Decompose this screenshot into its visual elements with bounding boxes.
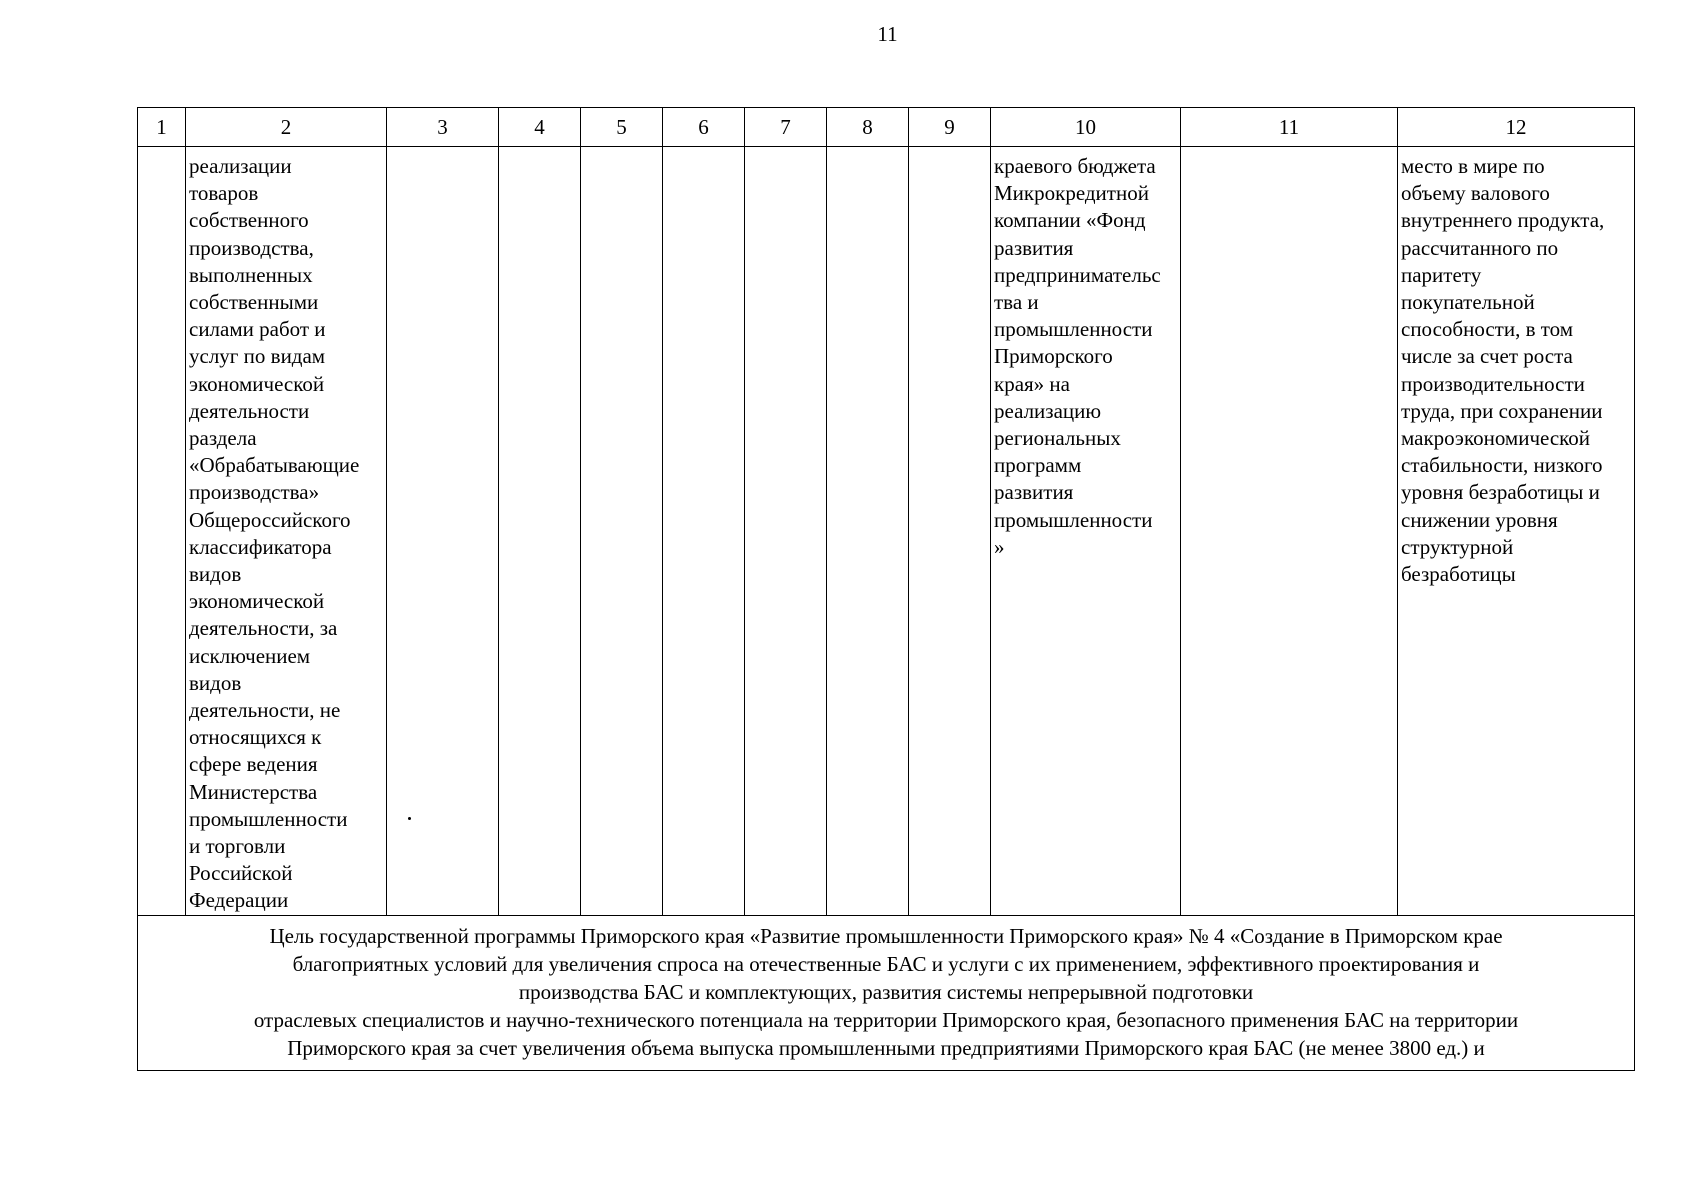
indicator-description: реализации товаров собственного производства, выполненных собственными силами работ и услуг по видам экономической деятельности раздела «Обрабатывающие производства» Общероссийского классификатора видов экономической деятельности, за исключением видов деятельности, не относящихся к сфере ведения Министерства промышленности и торговли Российской Федерации bbox=[189, 154, 360, 913]
scan-speck bbox=[408, 817, 411, 820]
column-header-1: 1 bbox=[138, 108, 186, 147]
cell-col-5 bbox=[581, 147, 663, 916]
cell-col-1 bbox=[138, 147, 186, 916]
cell-col-2 bbox=[186, 147, 387, 916]
column-header-2: 2 bbox=[186, 108, 387, 147]
cell-col-10 bbox=[991, 147, 1181, 916]
table-row bbox=[138, 147, 1635, 916]
goal-row bbox=[138, 915, 1635, 1070]
column-header-4: 4 bbox=[499, 108, 581, 147]
column-header-12: 12 bbox=[1398, 108, 1635, 147]
cell-col-4 bbox=[499, 147, 581, 916]
program-table bbox=[137, 107, 1635, 1071]
program-goal-text bbox=[138, 916, 1634, 1062]
goal-line: Приморского края за счет увеличения объема выпуска промышленными предприятиями Приморского края БАС (не менее 3800 ед.) и bbox=[287, 1035, 1485, 1060]
page-number: 11 bbox=[877, 22, 898, 46]
cell-col-3 bbox=[387, 147, 499, 916]
column-header-7: 7 bbox=[745, 108, 827, 147]
header-row bbox=[138, 108, 1635, 147]
column-header-11: 11 bbox=[1181, 108, 1398, 147]
cell-col-12 bbox=[1398, 147, 1635, 916]
cell-col-7 bbox=[745, 147, 827, 916]
cell-col-6 bbox=[663, 147, 745, 916]
funding-source-text: краевого бюджета Микрокредитной компании «Фонд развития предпринимательс тва и промышленности Приморского края» на реализацию региональных программ развития промышленности » bbox=[994, 154, 1161, 559]
column-header-10: 10 bbox=[991, 108, 1181, 147]
column-header-6: 6 bbox=[663, 108, 745, 147]
cell-col-11 bbox=[1181, 147, 1398, 916]
column-header-8: 8 bbox=[827, 108, 909, 147]
column-header-5: 5 bbox=[581, 108, 663, 147]
goal-line: производства БАС и комплектующих, развития системы непрерывной подготовки bbox=[518, 979, 1254, 1004]
goal-cell bbox=[138, 915, 1635, 1070]
cell-col-8 bbox=[827, 147, 909, 916]
goal-line: Цель государственной программы Приморского края «Развитие промышленности Приморского края» № 4 «Создание в Приморском крае bbox=[269, 923, 1503, 948]
goal-link-text: место в мире по объему валового внутреннего продукта, рассчитанного по паритету покупательной способности, в том числе за счет роста производительности труда, при сохранении макроэкономической стабильности, низкого уровня безработицы и снижении уровня структурной безработицы bbox=[1401, 154, 1605, 587]
goal-line: благоприятных условий для увеличения спроса на отечественные БАС и услуги с их применением, эффективного проектирования и bbox=[292, 951, 1480, 976]
column-header-3: 3 bbox=[387, 108, 499, 147]
column-header-9: 9 bbox=[909, 108, 991, 147]
cell-col-9 bbox=[909, 147, 991, 916]
goal-line: отраслевых специалистов и научно-технического потенциала на территории Приморского края, безопасного применения БАС на территории bbox=[253, 1007, 1519, 1032]
